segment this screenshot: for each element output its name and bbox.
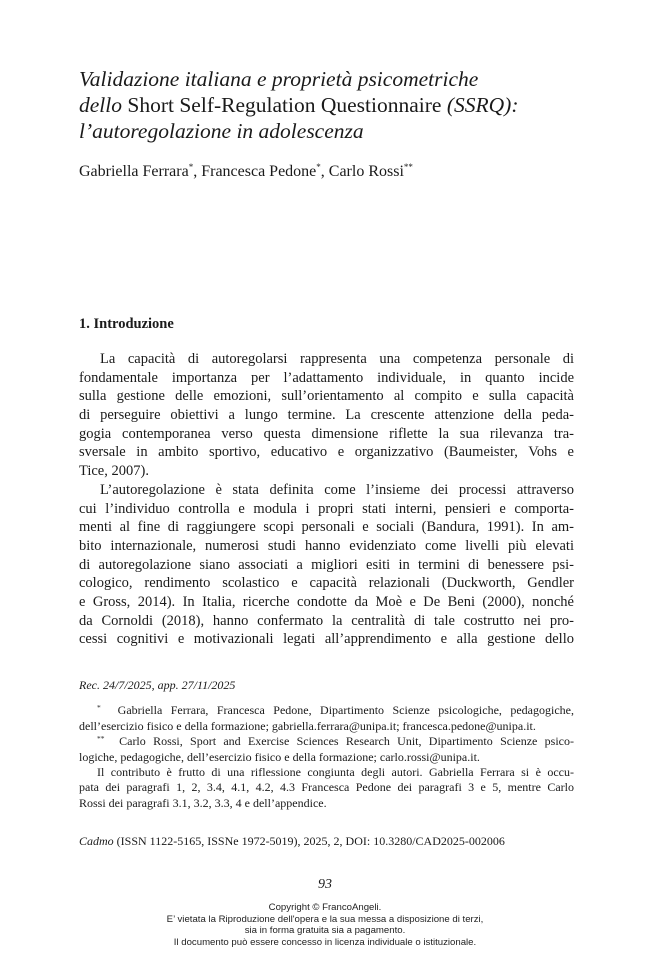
copyright-line: sia in forma gratuita sia a pagamento.: [244, 925, 406, 937]
body-line: di autoregolazione siano associati a migliori esiti in termini di benessere psi-: [79, 556, 574, 573]
title-line-1: Validazione italiana e proprietà psicometriche: [79, 67, 479, 91]
footnotes: [79, 678, 574, 811]
contribution-line: Il contributo è frutto di una riflessione congiunta degli autori. Gabriella Ferrara si è occu-: [97, 764, 574, 779]
body-text: [79, 350, 574, 649]
footnote-1-text: Gabriella Ferrara, Francesca Pedone, Dipartimento Scienze psicologiche, pedagogiche,: [117, 703, 574, 718]
author-separator: ,: [193, 163, 202, 180]
received-dates: Rec. 24/7/2025, app. 27/11/2025: [79, 678, 236, 692]
author-1-mark: *: [188, 162, 194, 172]
author-separator: ,: [320, 163, 329, 180]
title-questionnaire-name: Short Self-Regulation Questionnaire: [122, 93, 447, 117]
footnote-2-text: Carlo Rossi, Sport and Exercise Sciences Research Unit, Dipartimento Scienze psico-: [119, 734, 575, 749]
body-line: sversale in ambito sportivo, educativo e organizzativo (Baumeister, Vohs e: [79, 444, 574, 461]
author-1: Gabriella Ferrara: [79, 163, 189, 180]
body-line: cessi cognitivi e motivazionali legati all’apprendimento e alla gestione dello: [79, 631, 574, 648]
page-number: 93: [318, 877, 332, 892]
title-line-2-start: dello: [79, 93, 122, 117]
body-line: menti al fine di raggiungere scopi personali e sociali (Bandura, 1991). In am-: [79, 519, 574, 536]
body-line: cui l’individuo controlla e modula i propri stati interni, pensieri e comporta-: [79, 500, 574, 517]
title-line-3: l’autoregolazione in adolescenza: [79, 119, 364, 143]
body-line: sulla gestione delle emozioni, sull’orientamento al compito e sulla capacità: [79, 388, 574, 405]
contribution-line: pata dei paragrafi 1, 2, 3.4, 4.1, 4.2, 4.3 Francesca Pedone dei paragrafi 3 e 5, mentre Carlo: [79, 780, 574, 795]
author-3-mark: **: [403, 162, 413, 172]
body-line: L’autoregolazione è stata definita come l’insieme dei processi attraverso: [100, 481, 574, 498]
body-line: bito internazionale, numerosi studi hanno evidenziato come livelli più elevati: [79, 537, 574, 554]
footnote-1-mark: *: [97, 703, 101, 713]
body-line: di perseguire obiettivi a lungo termine. La crescente attenzione della peda-: [79, 407, 574, 424]
copyright-line: Copyright © FrancoAngeli.: [268, 902, 382, 913]
author-2: Francesca Pedone: [201, 163, 317, 180]
contribution-line: Rossi dei paragrafi 3.1, 3.2, 3.3, 4 e dell’appendice.: [79, 795, 327, 810]
footnote-2-line-2: logiche, pedagogiche, dell’esercizio fisico e della formazione; carlo.rossi@unipa.it.: [79, 749, 480, 764]
journal-details: (ISSN 1122-5165, ISSNe 1972-5019), 2025, 2, DOI: 10.3280/CAD2025-002006: [113, 834, 505, 848]
body-line: da Cornoldi (2018), hanno confermato la centralità di tale costrutto nei pro-: [79, 612, 574, 629]
footnote-2-mark: **: [97, 734, 105, 744]
article-title: [79, 66, 579, 144]
author-list: [79, 162, 579, 182]
footnote-2-line-1: [79, 734, 574, 749]
body-line: La capacità di autoregolarsi rappresenta una competenza personale di: [100, 351, 574, 367]
footnote-1-line-2: dell’esercizio fisico e della formazione; gabriella.ferrara@unipa.it; francesca.pedone@unipa.it.: [79, 718, 536, 733]
section-heading: 1. Introduzione: [79, 316, 174, 332]
copyright-line: Il documento può essere concesso in licenza individuale o istituzionale.: [173, 936, 477, 948]
body-line: cologico, rendimento scolastico e capacità relazionali (Duckworth, Gendler: [79, 575, 574, 592]
body-line: gogia contemporanea verso questa dimensione riflette la sua rilevanza tra-: [79, 425, 574, 442]
author-3: Carlo Rossi: [328, 163, 404, 180]
body-line: Tice, 2007).: [79, 463, 149, 480]
journal-citation: [79, 834, 574, 849]
journal-name: Cadmo: [79, 834, 114, 848]
copyright-line: E’ vietata la Riproduzione dell'opera e la sua messa a disposizione di terzi,: [166, 913, 484, 925]
title-line-2-end: (SSRQ):: [446, 93, 519, 117]
footnote-1-line-1: [79, 703, 574, 718]
body-line: e Gross, 2014). In Italia, ricerche condotte da Moè e De Beni (2000), nonché: [79, 593, 574, 610]
body-line: fondamentale importanza per l’adattamento individuale, in quanto incide: [79, 369, 574, 386]
copyright-notice: [0, 902, 650, 948]
author-2-mark: *: [316, 162, 321, 172]
